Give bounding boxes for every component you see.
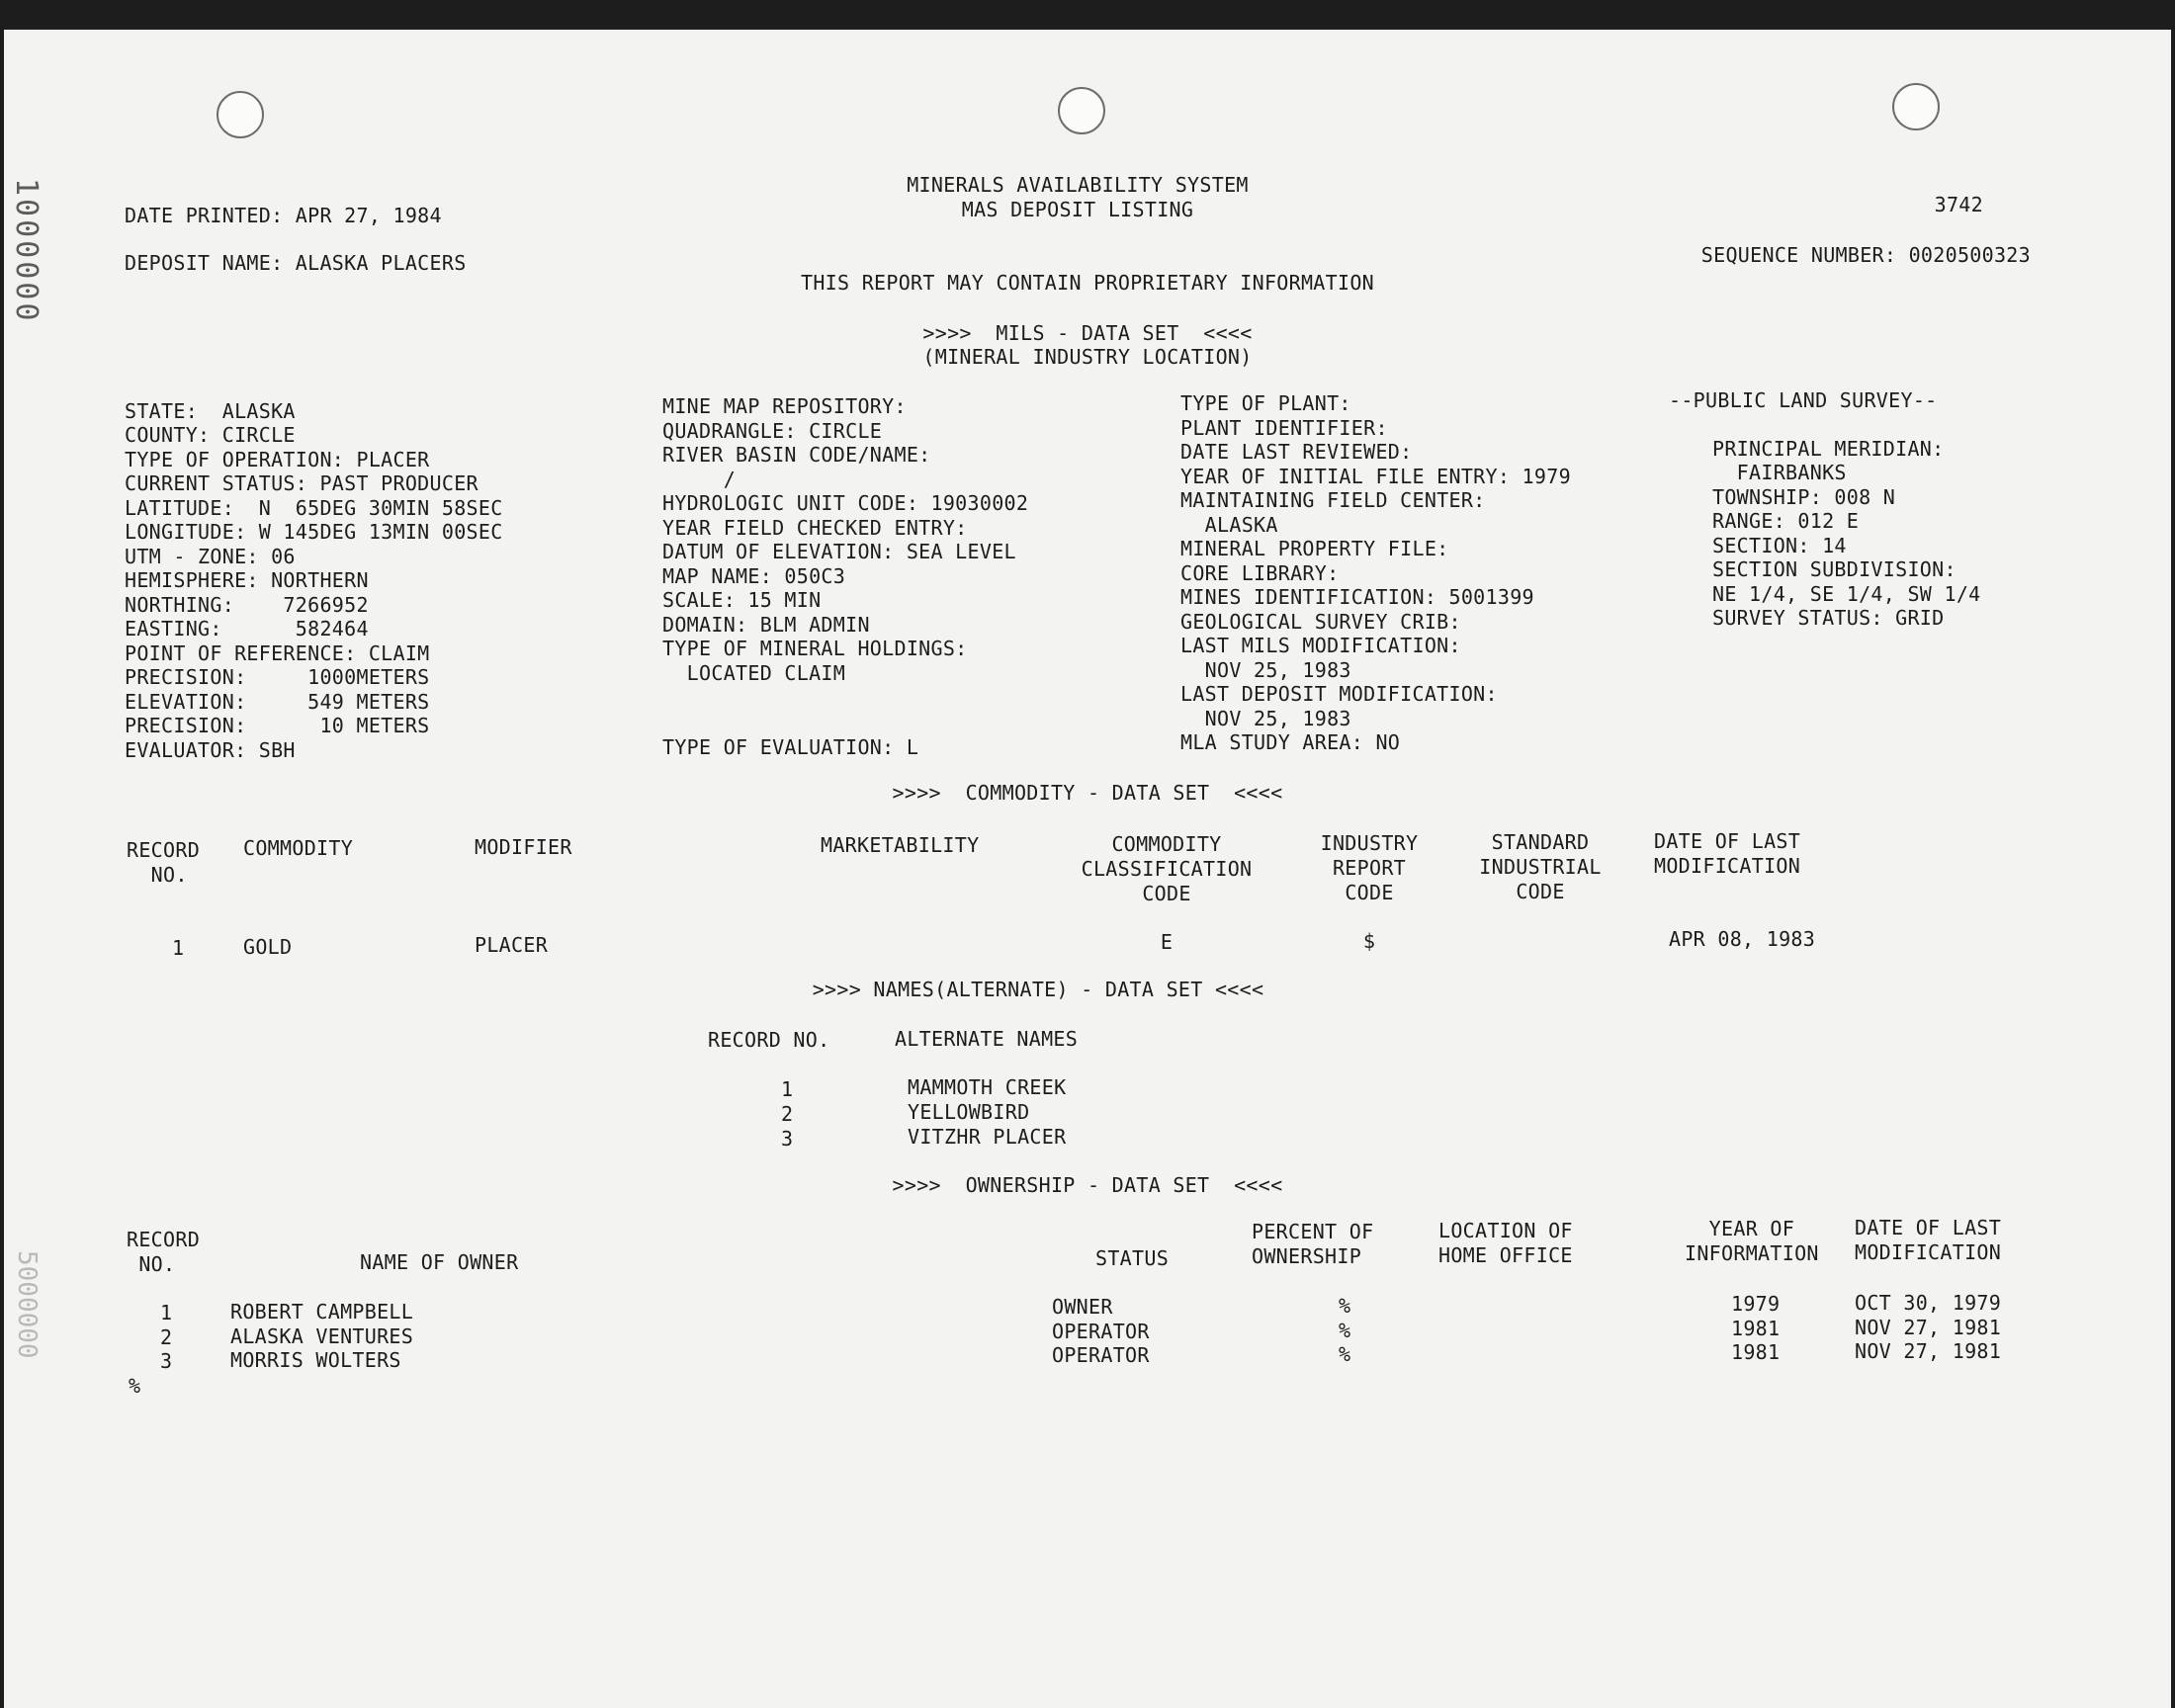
punch-hole-center: [1058, 87, 1105, 134]
mils-section-title: >>>> MILS - DATA SET <<<<: [922, 321, 1253, 345]
mils-col3-line: CORE LIBRARY:: [1180, 561, 1340, 585]
owner-status: OPERATOR: [1052, 1320, 1150, 1343]
punch-hole-right: [1892, 83, 1940, 130]
commodity-date: APR 08, 1983: [1669, 927, 1816, 951]
mils-section-subtitle: (MINERAL INDUSTRY LOCATION): [922, 345, 1253, 369]
mils-col2-line: DATUM OF ELEVATION: SEA LEVEL: [662, 540, 1016, 563]
mils-col3-line: DATE LAST REVIEWED:: [1180, 440, 1413, 464]
mils-col2-line: LOCATED CLAIM: [662, 661, 846, 685]
ownership-header-location: LOCATION OF HOME OFFICE: [1438, 1219, 1573, 1267]
owner-status: OPERATOR: [1052, 1343, 1150, 1367]
owner-status: OWNER: [1052, 1295, 1113, 1319]
owner-date: NOV 27, 1981: [1855, 1339, 2002, 1363]
ownership-record-no: 2: [160, 1325, 173, 1349]
names-header-record: RECORD NO.: [708, 1028, 830, 1052]
plss-line: TOWNSHIP: 008 N: [1712, 485, 1896, 509]
ownership-header-record: RECORD NO.: [127, 1228, 201, 1276]
plss-line: PRINCIPAL MERIDIAN:: [1712, 437, 1945, 461]
mils-col1-line: UTM - ZONE: 06: [125, 545, 296, 568]
plss-line: SURVEY STATUS: GRID: [1712, 606, 1945, 630]
names-record-no: 3: [781, 1127, 794, 1151]
commodity-header-marketability: MARKETABILITY: [821, 833, 980, 857]
listing-title: MAS DEPOSIT LISTING: [961, 198, 1194, 221]
plss-line: RANGE: 012 E: [1712, 509, 1860, 533]
proprietary-notice: THIS REPORT MAY CONTAIN PROPRIETARY INFORMATION: [800, 271, 1375, 295]
mils-col2-line: TYPE OF MINERAL HOLDINGS:: [662, 637, 968, 660]
commodity-header-classification: COMMODITY CLASSIFICATION CODE: [1081, 832, 1253, 905]
mils-col3-line: TYPE OF PLANT:: [1180, 391, 1351, 415]
alternate-name: VITZHR PLACER: [908, 1125, 1067, 1149]
owner-percent: %: [1339, 1294, 1351, 1318]
mils-col2-line: /: [662, 468, 737, 491]
mils-col2-line: MAP NAME: 050C3: [662, 564, 846, 588]
mils-col1-line: ELEVATION: 549 METERS: [125, 690, 430, 714]
ownership-header-year: YEAR OF INFORMATION: [1685, 1217, 1819, 1265]
mils-col1-line: STATE: ALASKA: [125, 399, 296, 423]
date-printed: DATE PRINTED: APR 27, 1984: [125, 204, 442, 227]
mils-col3-line: PLANT IDENTIFIER:: [1180, 416, 1388, 440]
owner-percent: %: [1339, 1342, 1351, 1366]
mils-col1-line: PRECISION: 10 METERS: [125, 714, 430, 737]
mils-col3-line: MINES IDENTIFICATION: 5001399: [1180, 585, 1534, 609]
public-land-survey-title: --PUBLIC LAND SURVEY--: [1669, 388, 1938, 412]
owner-name: MORRIS WOLTERS: [230, 1348, 401, 1372]
mils-col2-line: YEAR FIELD CHECKED ENTRY:: [662, 516, 968, 540]
mils-col2-line: HYDROLOGIC UNIT CODE: 19030002: [662, 491, 1029, 515]
mils-col1-line: PRECISION: 1000METERS: [125, 665, 430, 689]
system-title: MINERALS AVAILABILITY SYSTEM: [907, 173, 1249, 197]
mils-col1-line: CURRENT STATUS: PAST PRODUCER: [125, 471, 478, 495]
mils-col2-line: DOMAIN: BLM ADMIN: [662, 613, 870, 637]
ownership-record-no: 1: [160, 1301, 173, 1324]
mils-col2-line: QUADRANGLE: CIRCLE: [662, 419, 883, 443]
ownership-header-percent: PERCENT OF OWNERSHIP: [1252, 1220, 1374, 1268]
commodity-header-commodity: COMMODITY: [243, 836, 354, 860]
commodity-modifier: PLACER: [475, 933, 549, 957]
ownership-record-no: 3: [160, 1349, 173, 1373]
owner-date: OCT 30, 1979: [1855, 1291, 2002, 1315]
owner-date: NOV 27, 1981: [1855, 1316, 2002, 1339]
ownership-header-date: DATE OF LAST MODIFICATION: [1855, 1216, 2002, 1264]
ownership-header-status: STATUS: [1095, 1246, 1170, 1270]
mils-col3-line: GEOLOGICAL SURVEY CRIB:: [1180, 610, 1461, 634]
mils-evaluation-type: TYPE OF EVALUATION: L: [662, 735, 919, 759]
mils-col2-line: MINE MAP REPOSITORY:: [662, 394, 907, 418]
ownership-section-title: >>>> OWNERSHIP - DATA SET <<<<: [892, 1173, 1283, 1197]
commodity-header-date: DATE OF LAST MODIFICATION: [1654, 829, 1801, 878]
names-record-no: 2: [781, 1102, 794, 1126]
commodity-name: GOLD: [243, 935, 293, 959]
owner-name: ALASKA VENTURES: [230, 1324, 414, 1348]
commodity-header-sic: STANDARD INDUSTRIAL CODE: [1479, 830, 1602, 903]
margin-ghost-code: 5000000: [12, 1250, 42, 1359]
margin-punch-code: 1000000: [9, 178, 44, 324]
mils-col1-line: TYPE OF OPERATION: PLACER: [125, 448, 430, 471]
mils-col1-line: EVALUATOR: SBH: [125, 738, 296, 762]
mils-col1-line: LONGITUDE: W 145DEG 13MIN 00SEC: [125, 520, 503, 544]
names-record-no: 1: [781, 1077, 794, 1101]
mils-col2-line: SCALE: 15 MIN: [662, 588, 822, 612]
punch-hole-left: [217, 91, 264, 138]
commodity-industry-code: $: [1362, 929, 1376, 953]
plss-line: NE 1/4, SE 1/4, SW 1/4: [1712, 582, 1981, 606]
names-header-alternate: ALTERNATE NAMES: [895, 1027, 1079, 1051]
owner-year: 1981: [1731, 1317, 1781, 1340]
page-number: 3742: [1934, 193, 1983, 216]
commodity-record-no: 1: [172, 936, 185, 960]
commodity-header-record: RECORD NO.: [127, 838, 201, 887]
record-end-mark: %: [129, 1374, 141, 1398]
owner-year: 1981: [1731, 1340, 1781, 1364]
mils-col3-line: LAST DEPOSIT MODIFICATION:: [1180, 682, 1498, 706]
owner-year: 1979: [1731, 1292, 1781, 1316]
mils-col1-line: EASTING: 582464: [125, 617, 369, 640]
deposit-name: DEPOSIT NAME: ALASKA PLACERS: [125, 251, 467, 275]
alternate-name: YELLOWBIRD: [908, 1100, 1030, 1124]
commodity-header-modifier: MODIFIER: [475, 835, 572, 859]
mils-col1-line: LATITUDE: N 65DEG 30MIN 58SEC: [125, 496, 503, 520]
commodity-section-title: >>>> COMMODITY - DATA SET <<<<: [892, 781, 1283, 805]
plss-line: SECTION: 14: [1712, 534, 1847, 557]
mils-col3-line: MINERAL PROPERTY FILE:: [1180, 537, 1449, 560]
owner-percent: %: [1339, 1319, 1351, 1342]
plss-line: SECTION SUBDIVISION:: [1712, 557, 1957, 581]
mils-col1-line: COUNTY: CIRCLE: [125, 423, 296, 447]
mils-col1-line: POINT OF REFERENCE: CLAIM: [125, 641, 430, 665]
mils-col1-line: NORTHING: 7266952: [125, 593, 369, 617]
commodity-header-industry: INDUSTRY REPORT CODE: [1320, 831, 1419, 904]
mils-col3-line: YEAR OF INITIAL FILE ENTRY: 1979: [1180, 465, 1571, 488]
sequence-number: SEQUENCE NUMBER: 0020500323: [1700, 243, 2031, 267]
ownership-header-owner: NAME OF OWNER: [360, 1250, 519, 1274]
owner-name: ROBERT CAMPBELL: [230, 1300, 414, 1324]
plss-line: FAIRBANKS: [1712, 461, 1847, 484]
mils-col3-line: NOV 25, 1983: [1180, 707, 1351, 730]
mils-col3-line: MLA STUDY AREA: NO: [1180, 730, 1401, 754]
mils-col3-line: NOV 25, 1983: [1180, 658, 1351, 682]
alternate-name: MAMMOTH CREEK: [908, 1075, 1067, 1099]
names-section-title: >>>> NAMES(ALTERNATE) - DATA SET <<<<: [812, 978, 1264, 1001]
mils-col3-line: MAINTAINING FIELD CENTER:: [1180, 488, 1486, 512]
mils-col3-line: LAST MILS MODIFICATION:: [1180, 634, 1461, 657]
mils-col1-line: HEMISPHERE: NORTHERN: [125, 568, 369, 592]
mils-col3-line: ALASKA: [1180, 513, 1278, 537]
mils-col2-line: RIVER BASIN CODE/NAME:: [662, 443, 931, 467]
commodity-classification: E: [1160, 930, 1174, 954]
